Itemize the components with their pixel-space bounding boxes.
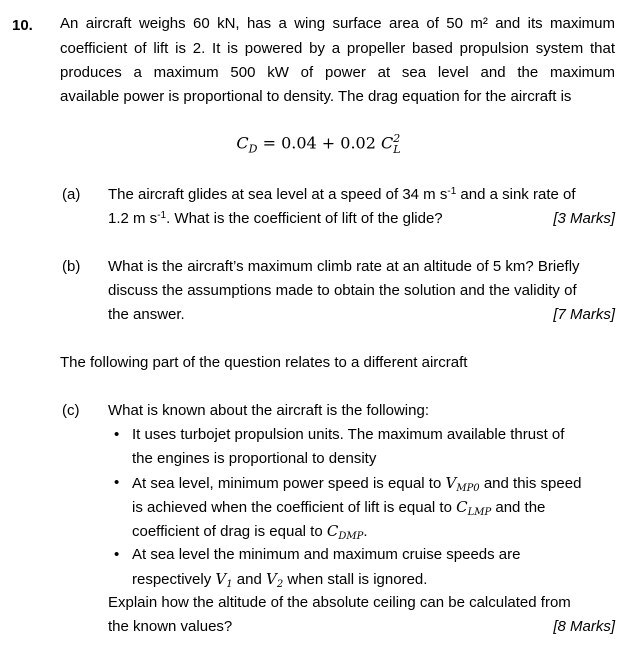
part-b-line-2: discuss the assumptions made to obtain the solution and the validity of xyxy=(108,282,577,299)
bullet-3-line-2: respectively $V_1$ and $V_2$ when stall is ignored. xyxy=(132,570,428,590)
bullet-2-line-2: is achieved when the coefficient of lift is equal to $C_{LMP}$ and the xyxy=(132,498,546,518)
intro-line-1: An aircraft weighs 60 kN, has a wing surface area of 50 m² and its maximum xyxy=(60,15,615,32)
bullet-1-line-2: the engines is proportional to density xyxy=(132,450,377,467)
drag-equation: $C_D = 0.04 + 0.02$ C 2 L xyxy=(236,132,401,156)
part-a-line-2: 1.2 m $s^{-1}$. What is the coefficient of lift of the glide? xyxy=(108,210,443,227)
part-c-explain-line-2: the known values? xyxy=(108,618,233,635)
part-c-label: (c) xyxy=(62,402,80,419)
bullet-3-line-1: At sea level the minimum and maximum cruise speeds are xyxy=(132,546,521,563)
transition-text: The following part of the question relates to a different aircraft xyxy=(60,354,468,371)
part-a-line-1: The aircraft glides at sea level at a speed of 34 m $s^{-1}$ and a sink rate of xyxy=(108,186,576,203)
part-a-label: (a) xyxy=(62,186,81,203)
part-b-marks: [7 Marks] xyxy=(553,306,615,323)
part-b-line-3: the answer. xyxy=(108,306,185,323)
intro-line-2: coefficient of lift is 2. It is powered by a propeller based propulsion system that xyxy=(60,40,615,57)
part-a-marks: [3 Marks] xyxy=(553,210,615,227)
intro-line-3: produces a maximum 500 kW of power at sea level and the maximum xyxy=(60,64,615,81)
bullet-icon: • xyxy=(114,474,120,491)
part-c-marks: [8 Marks] xyxy=(553,618,615,635)
part-c-intro: What is known about the aircraft is the following: xyxy=(108,402,429,419)
part-b-label: (b) xyxy=(62,258,81,275)
question-number: 10. xyxy=(12,17,33,34)
intro-line-4: available power is proportional to density. The drag equation for the aircraft is xyxy=(60,88,572,105)
bullet-icon: • xyxy=(114,546,120,563)
bullet-icon: • xyxy=(114,426,120,443)
bullet-2-line-1: At sea level, minimum power speed is equal to $V_{MP0}$ and this speed xyxy=(132,474,582,494)
part-b-line-1: What is the aircraft’s maximum climb rate at an altitude of 5 km? Briefly xyxy=(108,258,580,275)
bullet-1-line-1: It uses turbojet propulsion units. The maximum available thrust of xyxy=(132,426,565,443)
part-c-explain-line-1: Explain how the altitude of the absolute ceiling can be calculated from xyxy=(108,594,571,611)
bullet-2-line-3: coefficient of drag is equal to $C_{DMP}$. xyxy=(132,522,368,542)
